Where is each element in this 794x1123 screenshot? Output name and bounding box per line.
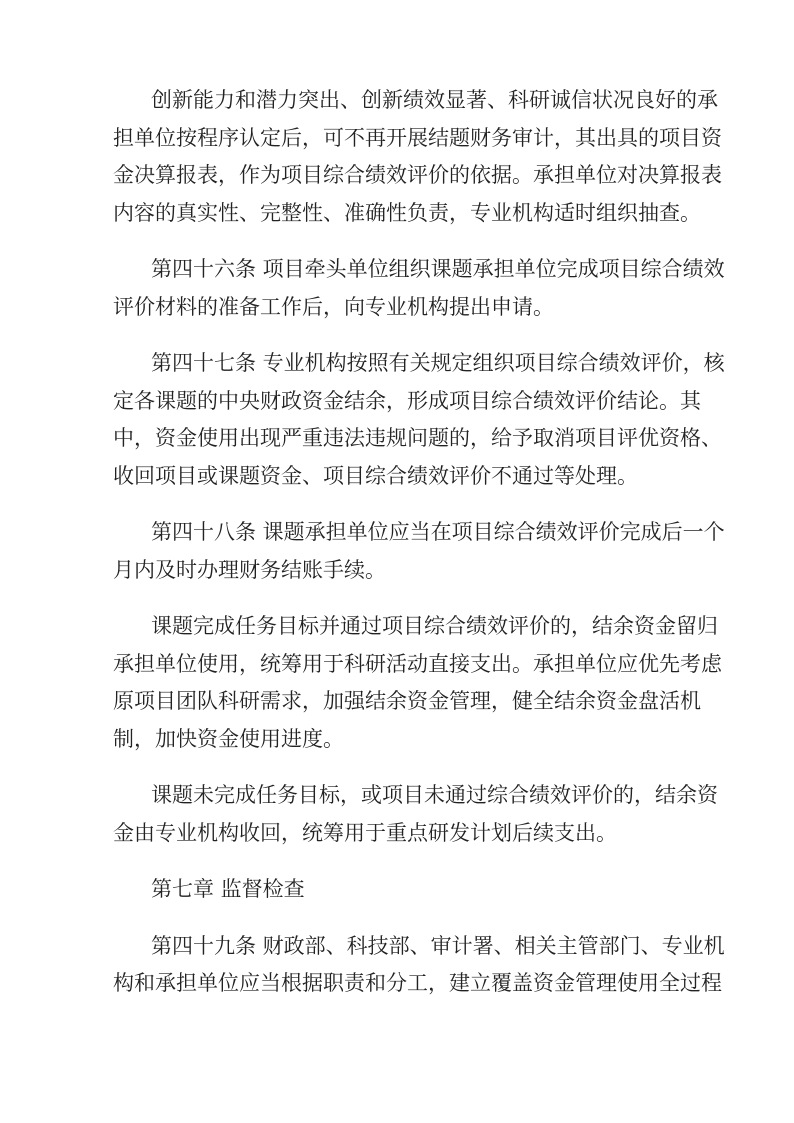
- paragraph: [113, 82, 722, 232]
- paragraph: [113, 514, 725, 589]
- text-line: 课题未完成任务目标，或项目未通过综合绩效评价的，结余资: [151, 783, 718, 807]
- document-page: [113, 82, 725, 1022]
- text-line: 金决算报表，作为项目综合绩效评价的依据。承担单位对决算报表: [113, 163, 722, 187]
- text-line: 第四十八条 课题承担单位应当在项目综合绩效评价完成后一个: [151, 520, 725, 544]
- text-line: 构和承担单位应当根据职责和分工，建立覆盖资金管理使用全过程: [113, 971, 722, 995]
- text-line: 担单位按程序认定后，可不再开展结题财务审计，其出具的项目资: [113, 125, 722, 150]
- chapter-heading: [113, 871, 691, 909]
- text-line: 月内及时办理财务结账手续。: [113, 557, 386, 582]
- text-line: 定各课题的中央财政资金结余，形成项目综合绩效评价结论。其: [113, 388, 701, 413]
- paragraph: [113, 928, 725, 1003]
- text-line: 第四十七条 专业机构按照有关规定组织项目综合绩效评价，核: [151, 351, 725, 375]
- text-line: 第四十九条 财政部、科技部、审计署、相关主管部门、专业机: [151, 933, 725, 958]
- paragraph: [113, 608, 722, 758]
- text-line: 中，资金使用出现严重违法违规问题的，给予取消项目评优资格、: [113, 426, 722, 450]
- text-line: 内容的真实性、完整性、准确性负责，专业机构适时组织抽查。: [113, 200, 701, 225]
- text-line: 金由专业机构收回，统筹用于重点研发计划后续支出。: [113, 820, 617, 845]
- text-line: 承担单位使用，统筹用于科研活动直接支出。承担单位应优先考虑: [113, 651, 722, 676]
- paragraph: [113, 345, 725, 495]
- text-line: 收回项目或课题资金、项目综合绩效评价不通过等处理。: [113, 463, 638, 488]
- paragraph: [113, 777, 718, 852]
- text-line: 评价材料的准备工作后，向专业机构提出申请。: [113, 294, 554, 319]
- text-line: 原项目团队科研需求，加强结余资金管理，健全结余资金盘活机: [113, 689, 701, 713]
- paragraph: [113, 251, 725, 326]
- text-line: 创新能力和潜力突出、创新绩效显著、科研诚信状况良好的承: [151, 88, 718, 112]
- text-line: 课题完成任务目标并通过项目综合绩效评价的，结余资金留归: [151, 614, 718, 638]
- text-line: 制，加快资金使用进度。: [113, 726, 344, 751]
- text-line: 第七章 监督检查: [151, 877, 305, 901]
- text-line: 第四十六条 项目牵头单位组织课题承担单位完成项目综合绩效: [151, 257, 725, 281]
